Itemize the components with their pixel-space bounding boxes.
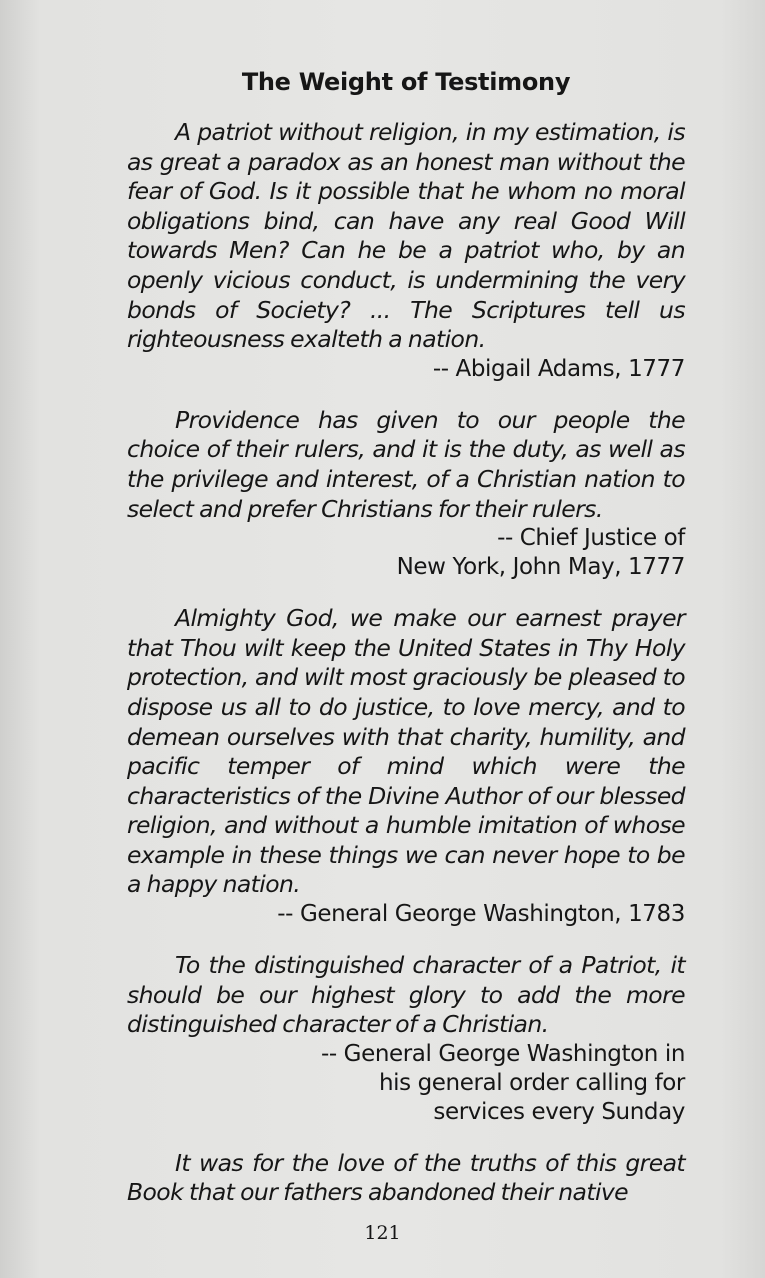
page-title: The Weight of Testimony	[241, 68, 571, 96]
quote-block-john-may	[127, 406, 685, 582]
quote-block-washington-order	[127, 951, 685, 1127]
quote-text: A patriot without religion, in my estimation, is as great a paradox as an honest man without the fear of God. Is it possible that he whom no moral obligations bind, can have any real Good Will towards Men? Can he be a patriot who, by an openly vicious conduct, is undermining the very bonds of Society? ... The Scriptures tell us righteousness exalteth a nation.	[127, 118, 685, 354]
quote-block-washington-prayer	[127, 604, 685, 929]
quote-attribution: his general order calling for	[378, 1069, 685, 1096]
page-number: 121	[364, 1222, 401, 1244]
quote-attribution: -- Chief Justice of	[497, 525, 685, 552]
quote-block-truths-of-book	[127, 1149, 685, 1208]
quote-text: Providence has given to our people the choice of their rulers, and it is the duty, as well as the privilege and interest, of a Christian nation to select and prefer Christians for their rulers.	[127, 405, 685, 523]
quote-block-abigail-adams	[127, 118, 685, 384]
quote-attribution: New York, John May, 1777	[396, 554, 685, 581]
quote-text: It was for the love of the truths of this great Book that our fathers abandoned their native	[127, 1148, 685, 1207]
page-content	[127, 66, 685, 1230]
quote-attribution: -- Abigail Adams, 1777	[432, 355, 685, 382]
quote-attribution: -- General George Washington in	[320, 1040, 685, 1067]
quote-text: Almighty God, we make our earnest prayer that Thou wilt keep the United States in Thy Holy protection, and wilt most graciously be pleased to dispose us all to do justice, to love mercy, and to demean ourselves with that charity, humility, and pacific temper of mind which were the characteristics of the Divine Author of our blessed religion, and without a humble imitation of whose example in these things we can never hope to be a happy nation.	[127, 604, 685, 899]
quote-attribution: services every Sunday	[433, 1098, 685, 1125]
quote-text: To the distinguished character of a Patriot, it should be our highest glory to add the more distinguished character of a Christian.	[127, 951, 685, 1039]
quote-attribution: -- General George Washington, 1783	[277, 901, 685, 928]
